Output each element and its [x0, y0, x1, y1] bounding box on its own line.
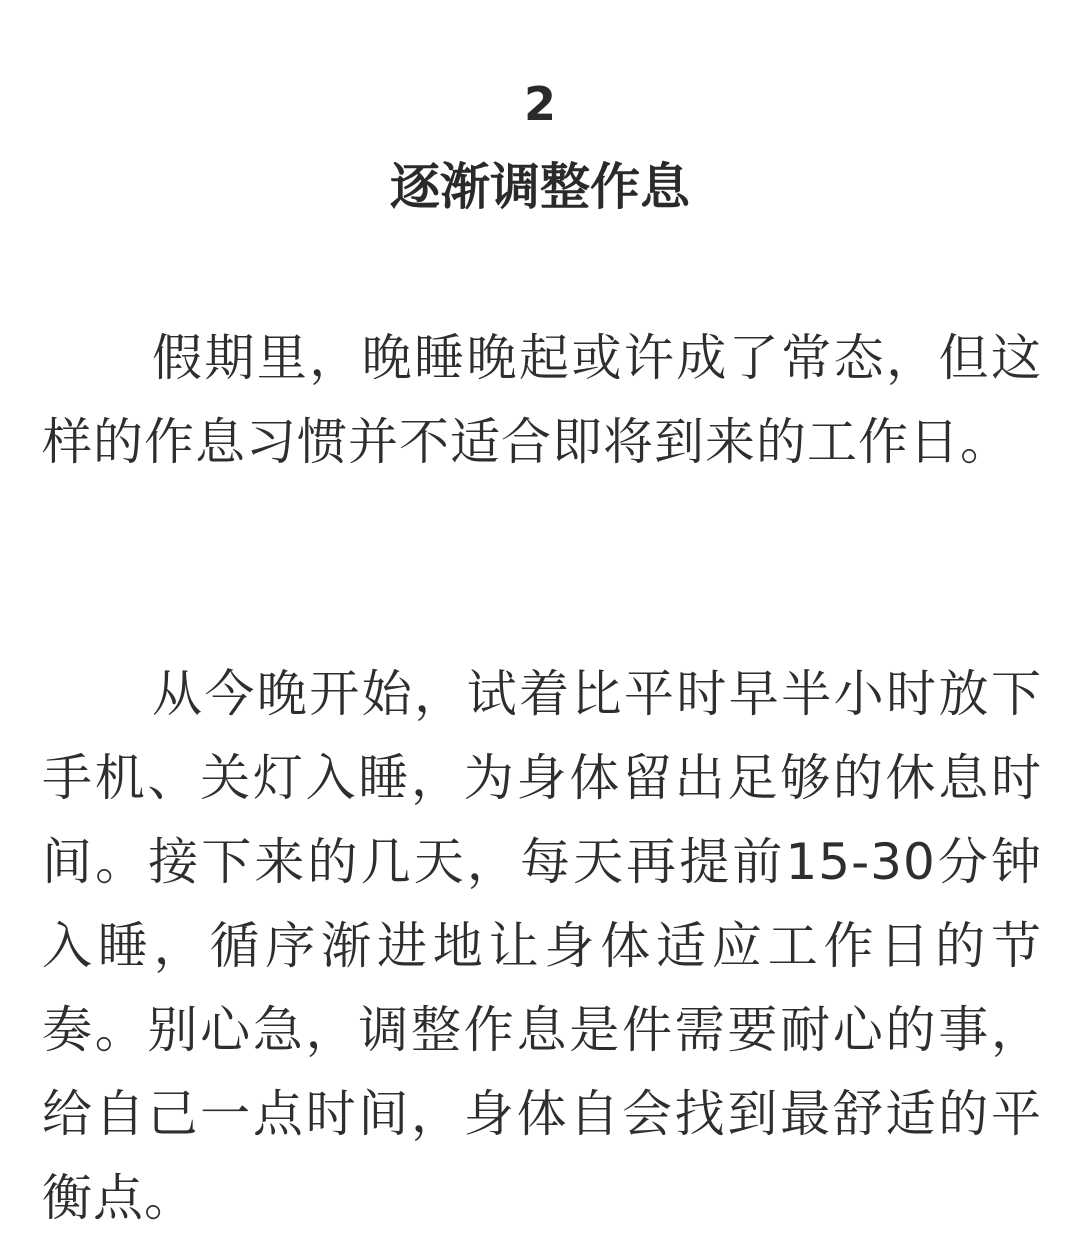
paragraph-sleep-habits: 假期里，晚睡晚起或许成了常态，但这样的作息习惯并不适合即将到来的工作日。	[42, 329, 1042, 471]
section-title: 逐渐调整作息	[390, 158, 690, 216]
section-number: 2	[523, 77, 556, 131]
paragraph-adjust-routine: 从今晚开始，试着比平时早半小时放下手机、关灯入睡，为身体留出足够的休息时间。接下来的几天，每天再提前15-30分钟入睡，循序渐进地让身体适应工作日的节奏。别心急，调整作息是件需要耐心的事，给自己一点时间，身体自会找到最舒适的平衡点。	[42, 665, 1042, 1227]
